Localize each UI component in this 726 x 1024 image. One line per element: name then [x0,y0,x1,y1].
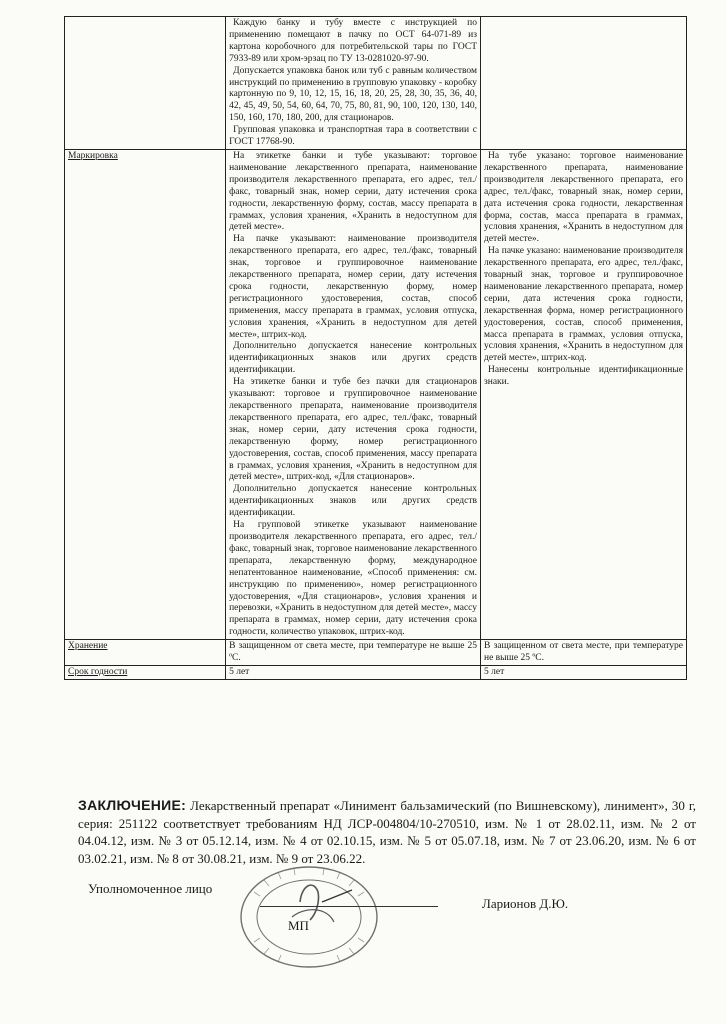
storage-actual: В защищенном от света месте, при температуре не выше 25 ºС. [481,640,687,666]
conclusion [78,797,696,867]
shelf-life-actual: 5 лет [481,665,687,679]
packaging-requirements [226,17,481,150]
seal-label: МП [288,918,309,933]
marking-requirements [226,149,481,639]
conclusion-text: Лекарственный препарат «Линимент бальзамический (по Вишневскому), линимент», 30 г, серия: 251122 соответствует требованиям НД ЛСР-004804/10-270510, изм. № 1 от 28.02.11, изм. № 2 от 04.04.12, изм. № 3 от 05.12.14, изм. № 4 от 02.10.15, изм. № 5 от 05.07.18, изм. № 7 от 23.06.20, изм. № 6 от 03.02.21, изм. № 8 от 30.08.21, изм. № 9 от 23.06.22. [78,798,697,866]
marking-paragraph: Дополнительно допускается нанесение контрольных идентификационных знаков или других средств идентификации. [229,484,477,519]
shelf-life-row [65,665,687,679]
marking-paragraph: На этикетке банки и тубе без пачки для стационаров указывают: торговое и группировочное наименование лекарственного препарата, наименование производителя лекарственного препарата, его адрес, тел./факс, товарный знак, номер серии, дату истечения срока годности, лекарственную форму, номер регистрационного удостоверения, состав, способ применения, массу препарата в граммах, условия хранения, «Хранить в недоступном для детей месте», штрих-код, «Для стационаров». [229,377,477,483]
storage-label: Хранение [65,640,226,666]
packaging-paragraph: Групповая упаковка и транспортная тара в соответствии с ГОСТ 17768-90. [229,125,477,148]
packaging-actual [481,17,687,150]
seal-stamp-icon [234,862,384,972]
marking-row [65,149,687,639]
packaging-paragraph: Каждую банку и тубу вместе с инструкцией по применению помещают в пачку по ОСТ 64-071-89 из картона коробочного для потребительской тары по ГОСТ 7933-89 или хром-эрзац по ТУ 13-0281020-97-90. [229,18,477,64]
specification-table [64,16,687,680]
storage-requirement: В защищенном от света месте, при температуре не выше 25 ºС. [226,640,481,666]
packaging-row [65,17,687,150]
marking-paragraph: На пачке указывают: наименование производителя лекарственного препарата, его адрес, тел./факс, товарный знак, торговое и группировочное наименование лекарственного препарата, номер серии, дату истечения срока годности, лекарственную форму, номер регистрационного удостоверения, состав, способ применения, массу препарата в граммах, условия отпуска, условия хранения, «Хранить в недоступном для детей месте», штрих-код. [229,234,477,340]
marking-paragraph: На групповой этикетке указывают наименование производителя лекарственного препарата, его адрес, тел./факс, товарный знак, торговое наименование лекарственного препарата, лекарственную форму, международное непатентованное наименование, «Способ применения: см. инструкцию по применению», номер регистрационного удостоверения, «Для стационаров», условия хранения и перевозки, «Хранить в недоступном для детей месте», массу препарата в граммах, номер серии, дату истечения срока годности, количество упаковок, штрих-код. [229,520,477,638]
marking-actual-paragraph: На тубе указано: торговое наименование лекарственного препарата, наименование производителя лекарственного препарата, его адрес, тел./факс, товарный знак, номер серии, дата истечения срока годности, лекарственная форма, состав, масса препарата в граммах, условия хранения, «Хранить в недоступном для детей месте». [484,150,683,245]
signature-line [260,906,438,907]
marking-actual [481,149,687,639]
conclusion-keyword: ЗАКЛЮЧЕНИЕ: [78,797,187,813]
marking-paragraph: Дополнительно допускается нанесение контрольных идентификационных знаков или других средств идентификации. [229,341,477,376]
storage-row [65,640,687,666]
marking-paragraph: На этикетке банки и тубе указывают: торговое наименование лекарственного препарата, наименование производителя лекарственного препарата, его адрес, тел./факс, товарный знак, номер серии, дату истечения срока годности, лекарственную форму, состав, массу препарата в граммах, условия хранения, «Хранить в недоступном для детей месте». [229,150,477,233]
authorized-person-label: Уполномоченное лицо [88,881,213,896]
marking-actual-paragraph: Нанесены контрольные идентификационные знаки. [484,365,683,388]
marking-label: Маркировка [65,149,226,639]
shelf-life-requirement: 5 лет [226,665,481,679]
marking-actual-paragraph: На пачке указано: наименование производителя лекарственного препарата, его адрес, тел./факс, товарный знак, торговое и группировочное наименование лекарственного препарата, номер серии, дата истечения срока годности, лекарственная форма, номер регистрационного удостоверения, состав, способ применения, масса препарата в граммах, условия отпуска, условия хранения, «Хранить в недоступном для детей месте», штрих-код. [484,246,683,364]
packaging-label [65,17,226,150]
packaging-paragraph: Допускается упаковка банок или туб с равным количеством инструкций по применению в групповую упаковку - коробку картонную по 9, 10, 12, 15, 16, 18, 20, 25, 28, 30, 35, 36, 40, 42, 45, 49, 50, 54, 60, 64, 70, 75, 80, 81, 90, 100, 120, 130, 140, 150, 160, 170, 180, 200, для стационаров. [229,65,477,124]
signatory-name: Ларионов Д.Ю. [482,896,569,911]
shelf-life-label: Срок годности [65,665,226,679]
